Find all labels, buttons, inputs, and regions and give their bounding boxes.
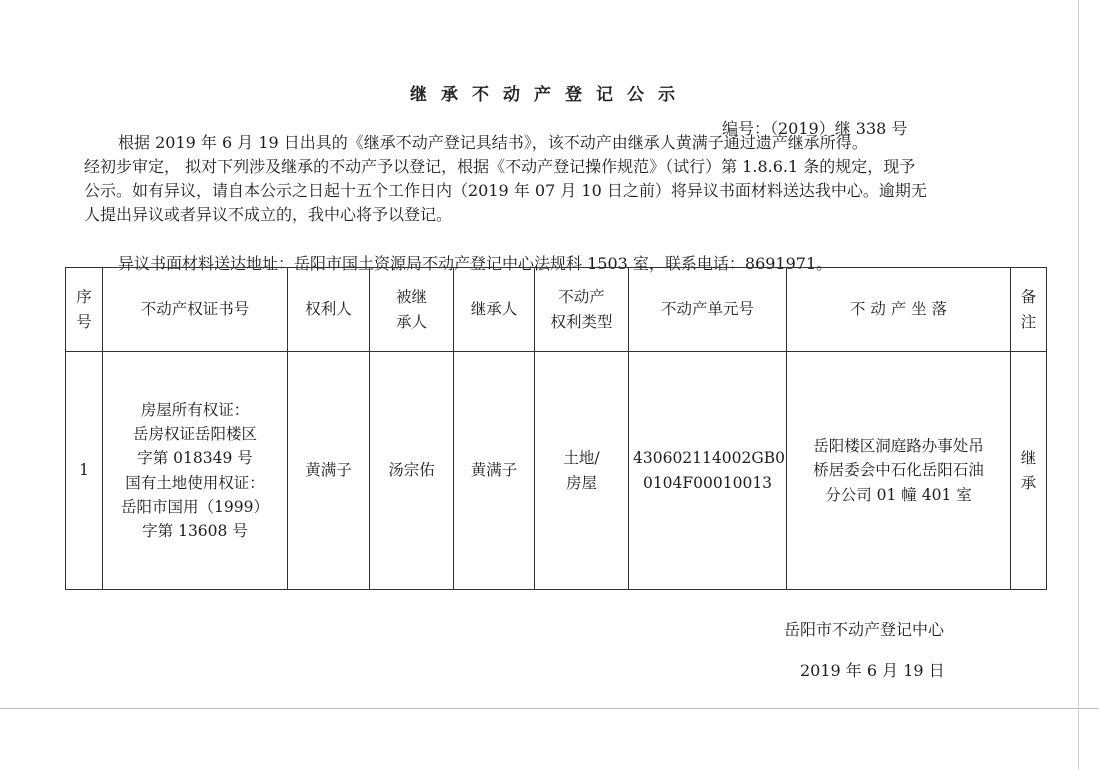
scan-fold-line: [0, 708, 1099, 709]
remark-line-2: 承: [1020, 473, 1037, 492]
cert-line-4: 国有土地使用权证：: [125, 473, 265, 492]
location-line-1: 岳阳楼区洞庭路办事处吊: [813, 437, 984, 456]
header-right-type-line-2: 权利类型: [550, 312, 613, 331]
header-decedent: [370, 268, 454, 352]
remark-line-1: 继: [1020, 449, 1037, 468]
cert-line-6: 字第 13608 号: [142, 521, 248, 540]
cell-heir: 黄满子: [454, 352, 535, 590]
unit-number-line-1: 430602114002GB0: [633, 449, 785, 468]
paragraph-line-3: 公示。如有异议，请自本公示之日起十五个工作日内（2019 年 07 月 10 日之前）将异议书面材料送达我中心。逾期无: [84, 181, 927, 200]
right-type-line-1: 土地/: [563, 449, 600, 468]
issuing-organization: 岳阳市不动产登记中心: [784, 620, 945, 639]
cert-line-3: 字第 018349 号: [137, 449, 253, 468]
scan-page-edge: [1078, 0, 1079, 770]
header-right-type: [535, 268, 629, 352]
registration-table: [65, 267, 1047, 590]
cert-line-1: 房屋所有权证：: [140, 401, 250, 420]
header-right-holder: 权利人: [288, 268, 370, 352]
cell-certificate-number: [103, 352, 288, 590]
location-line-3: 分公司 01 幢 401 室: [825, 485, 972, 504]
right-type-line-2: 房屋: [565, 473, 597, 492]
header-certificate-number: 不动产权证书号: [103, 268, 288, 352]
header-remark-line-2: 注: [1020, 312, 1037, 331]
location-line-2: 桥居委会中石化岳阳石油: [813, 461, 984, 480]
unit-number-line-2: 0104F00010013: [642, 473, 773, 492]
header-decedent-line-1: 被继: [395, 288, 427, 307]
header-seq-line-1: 序: [76, 288, 92, 307]
cell-unit-number: [629, 352, 787, 590]
header-remark: [1011, 268, 1047, 352]
header-decedent-line-2: 承人: [395, 312, 427, 331]
cell-location: [787, 352, 1011, 590]
paragraph-line-4: 人提出异议或者异议不成立的，我中心将予以登记。: [84, 205, 453, 224]
table-row: [66, 352, 1047, 590]
header-unit-number: 不动产单元号: [629, 268, 787, 352]
cell-remark: [1011, 352, 1047, 590]
header-right-type-line-1: 不动产: [558, 288, 605, 307]
cell-decedent: 汤宗佑: [370, 352, 454, 590]
cell-right-type: [535, 352, 629, 590]
table-header-row: [66, 268, 1047, 352]
header-heir: 继承人: [454, 268, 535, 352]
paragraph-line-2: 经初步审定， 拟对下列涉及继承的不动产予以登记，根据《不动产登记操作规范》（试行）第 1.8.6.1 条的规定，现予: [84, 157, 916, 176]
cell-seq: 1: [66, 352, 103, 590]
header-location: 不 动 产 坐 落: [787, 268, 1011, 352]
document-number: 编号：（2019）继 338 号: [722, 119, 908, 138]
objection-address-line: 异议书面材料送达地址：岳阳市国土资源局不动产登记中心法规科 1503 室，联系电话：8691971。: [118, 254, 833, 273]
issue-date: 2019 年 6 月 19 日: [800, 661, 945, 680]
cert-line-2: 岳房权证岳阳楼区: [132, 425, 257, 444]
cert-line-5: 岳阳市国用（1999）: [121, 497, 269, 516]
header-seq-line-2: 号: [76, 312, 92, 331]
paragraph-line-1: 根据 2019 年 6 月 19 日出具的《继承不动产登记具结书》，该不动产由继承人黄满子通过遗产继承所得。: [118, 133, 868, 152]
notice-title: 继承不动产登记公示: [410, 85, 689, 105]
header-remark-line-1: 备: [1020, 288, 1037, 307]
header-seq: [66, 268, 103, 352]
cell-right-holder: 黄满子: [288, 352, 370, 590]
